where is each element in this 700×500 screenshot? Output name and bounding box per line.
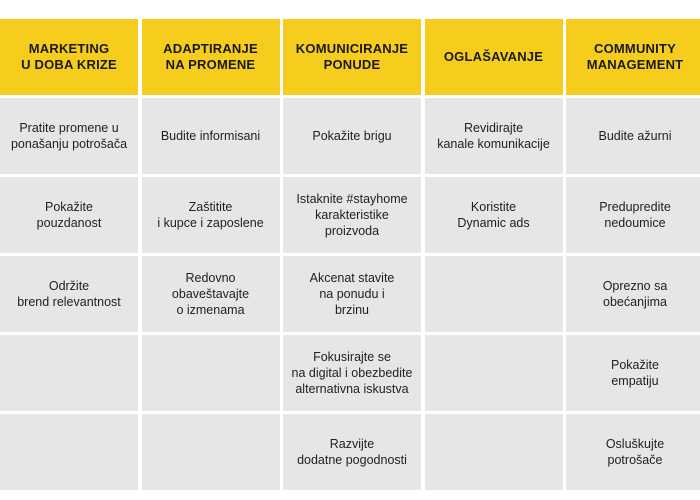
table-cell: Redovno obaveštavajte o izmenama	[142, 256, 280, 332]
table-cell: Oprezno sa obećanjima	[566, 256, 700, 332]
column-header-komuniciranje: KOMUNICIRANJE PONUDE	[283, 19, 421, 95]
table-cell	[425, 256, 563, 332]
table-cell	[0, 335, 138, 411]
column-header-oglasavanje: OGLAŠAVANJE	[425, 19, 563, 95]
table-cell: Istaknite #stayhome karakteristike proizvoda	[283, 177, 421, 253]
table-cell: Akcenat stavite na ponudu i brzinu	[283, 256, 421, 332]
table-cell: Pratite promene u ponašanju potrošača	[0, 98, 138, 174]
strategy-table	[0, 19, 700, 490]
table-cell: Predupredite nedoumice	[566, 177, 700, 253]
table-cell: Osluškujte potrošače	[566, 414, 700, 490]
table-cell: Revidirajte kanale komunikacije	[425, 98, 563, 174]
table-cell: Razvijte dodatne pogodnosti	[283, 414, 421, 490]
table-cell	[425, 335, 563, 411]
table-cell	[425, 414, 563, 490]
column-header-adaptiranje: ADAPTIRANJE NA PROMENE	[142, 19, 280, 95]
table-cell: Koristite Dynamic ads	[425, 177, 563, 253]
column-header-community: COMMUNITY MANAGEMENT	[566, 19, 700, 95]
table-cell: Zaštitite i kupce i zaposlene	[142, 177, 280, 253]
table-cell: Budite ažurni	[566, 98, 700, 174]
table-cell	[0, 414, 138, 490]
table-cell: Pokažite pouzdanost	[0, 177, 138, 253]
table-cell: Pokažite empatiju	[566, 335, 700, 411]
column-header-marketing: MARKETING U DOBA KRIZE	[0, 19, 138, 95]
table-cell: Pokažite brigu	[283, 98, 421, 174]
table-cell	[142, 414, 280, 490]
table-cell: Fokusirajte se na digital i obezbedite alternativna iskustva	[283, 335, 421, 411]
table-cell: Održite brend relevantnost	[0, 256, 138, 332]
table-cell	[142, 335, 280, 411]
table-cell: Budite informisani	[142, 98, 280, 174]
